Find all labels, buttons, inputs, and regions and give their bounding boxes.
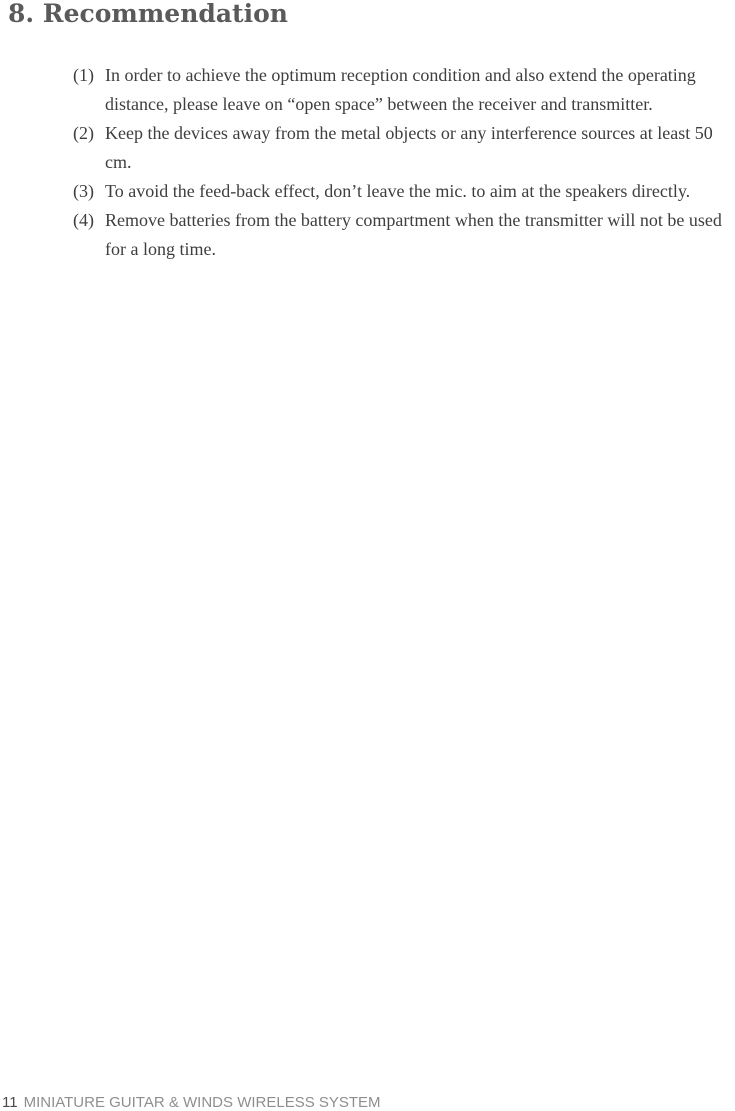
recommendation-item-4	[73, 206, 735, 264]
page-footer	[2, 1094, 381, 1111]
recommendation-item-3	[73, 177, 735, 206]
recommendation-item-2	[73, 119, 735, 177]
recommendation-text: Keep the devices away from the metal objects or any interference sources at least 50 cm.	[105, 123, 713, 172]
recommendation-number: (2)	[73, 123, 94, 143]
recommendation-text: To avoid the feed-back effect, don’t leave the mic. to aim at the speakers directly.	[105, 181, 691, 201]
recommendation-text: In order to achieve the optimum reception condition and also extend the operating distance, please leave on “open space” between the receiver and transmitter.	[105, 65, 696, 114]
page-number: 11	[2, 1094, 18, 1111]
footer-product-name: MINIATURE GUITAR & WINDS WIRELESS SYSTEM	[23, 1094, 381, 1111]
recommendation-item-1	[73, 61, 735, 119]
recommendation-list	[73, 61, 735, 264]
recommendation-number: (3)	[73, 181, 94, 201]
section-title: 8. Recommendation	[8, 0, 288, 28]
recommendation-number: (1)	[73, 65, 94, 85]
recommendation-number: (4)	[73, 210, 94, 230]
recommendation-text: Remove batteries from the battery compartment when the transmitter will not be used for a long time.	[105, 210, 722, 259]
